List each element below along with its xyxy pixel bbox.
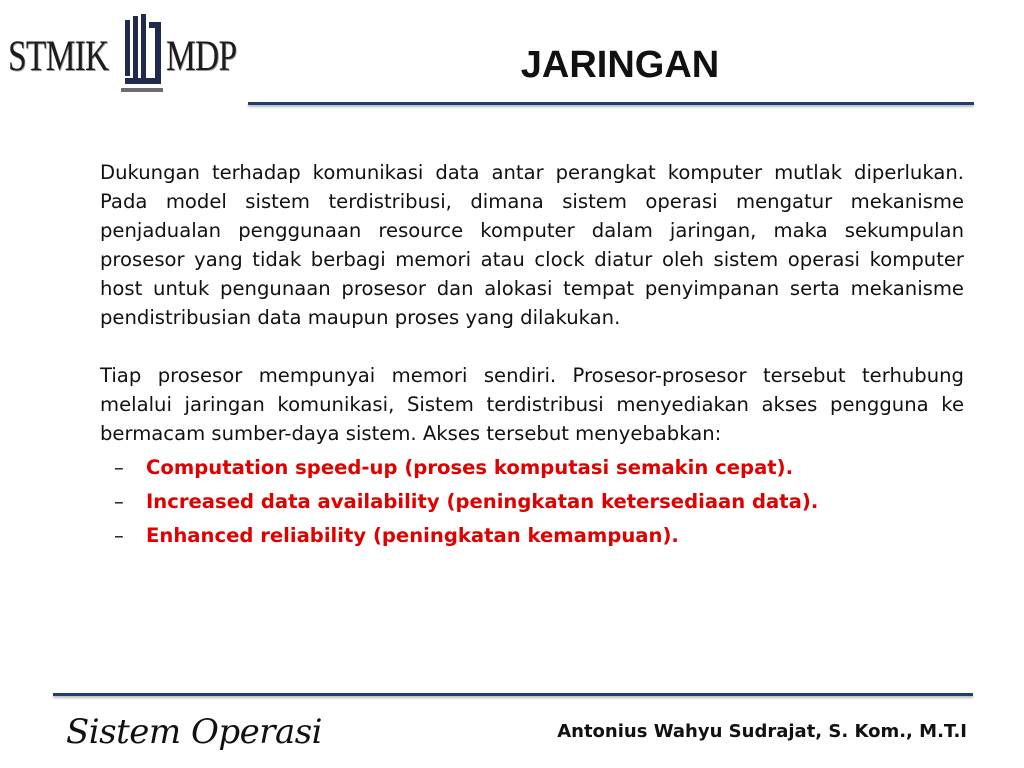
list-item — [100, 451, 964, 485]
list-item — [100, 519, 964, 553]
list-item-text: Computation speed-up (proses komputasi semakin cepat). — [146, 456, 794, 479]
list-item — [100, 485, 964, 519]
logo-text-right: MDP — [166, 33, 237, 80]
author-name: Antonius Wahyu Sudrajat, S. Kom., M.T.I — [557, 721, 967, 742]
slide-title: JARINGAN — [520, 44, 720, 86]
list-item-text: Increased data availability (peningkatan ketersediaan data). — [146, 490, 819, 513]
dash-bullet-icon: – — [114, 456, 124, 479]
title-underline-divider — [248, 102, 974, 105]
dash-bullet-icon: – — [114, 490, 124, 513]
footer-divider — [53, 693, 973, 696]
institution-logo — [8, 14, 240, 96]
slide-body — [100, 158, 964, 553]
paragraph-intro: Dukungan terhadap komunikasi data antar perangkat komputer mutlak diperlukan. Pada model sistem terdistribusi, dimana sistem operasi mengatur mekanisme penjadualan penggunaan resource komputer dalam jaringan, maka sekumpulan prosesor yang tidak berbagi memori atau clock diatur oleh sistem operasi komputer host untuk pengunaan prosesor dan alokasi tempat penyimpanan serta mekanisme pendistribusian data maupun proses yang dilakukan. — [100, 161, 964, 329]
list-item-text: Enhanced reliability (peningkatan kemampuan). — [146, 524, 679, 547]
benefits-list — [100, 451, 964, 553]
dash-bullet-icon: – — [114, 524, 124, 547]
book-emblem-icon — [119, 14, 165, 94]
logo-text-left: STMIK — [8, 33, 109, 80]
paragraph-processors: Tiap prosesor mempunyai memori sendiri. Prosesor-prosesor tersebut terhubung melalui jaringan komunikasi, Sistem terdistribusi menyediakan akses pengguna ke bermacam sumber-daya sistem. Akses tersebut menyebabkan: — [100, 364, 964, 445]
course-name: Sistem Operasi — [66, 712, 323, 752]
